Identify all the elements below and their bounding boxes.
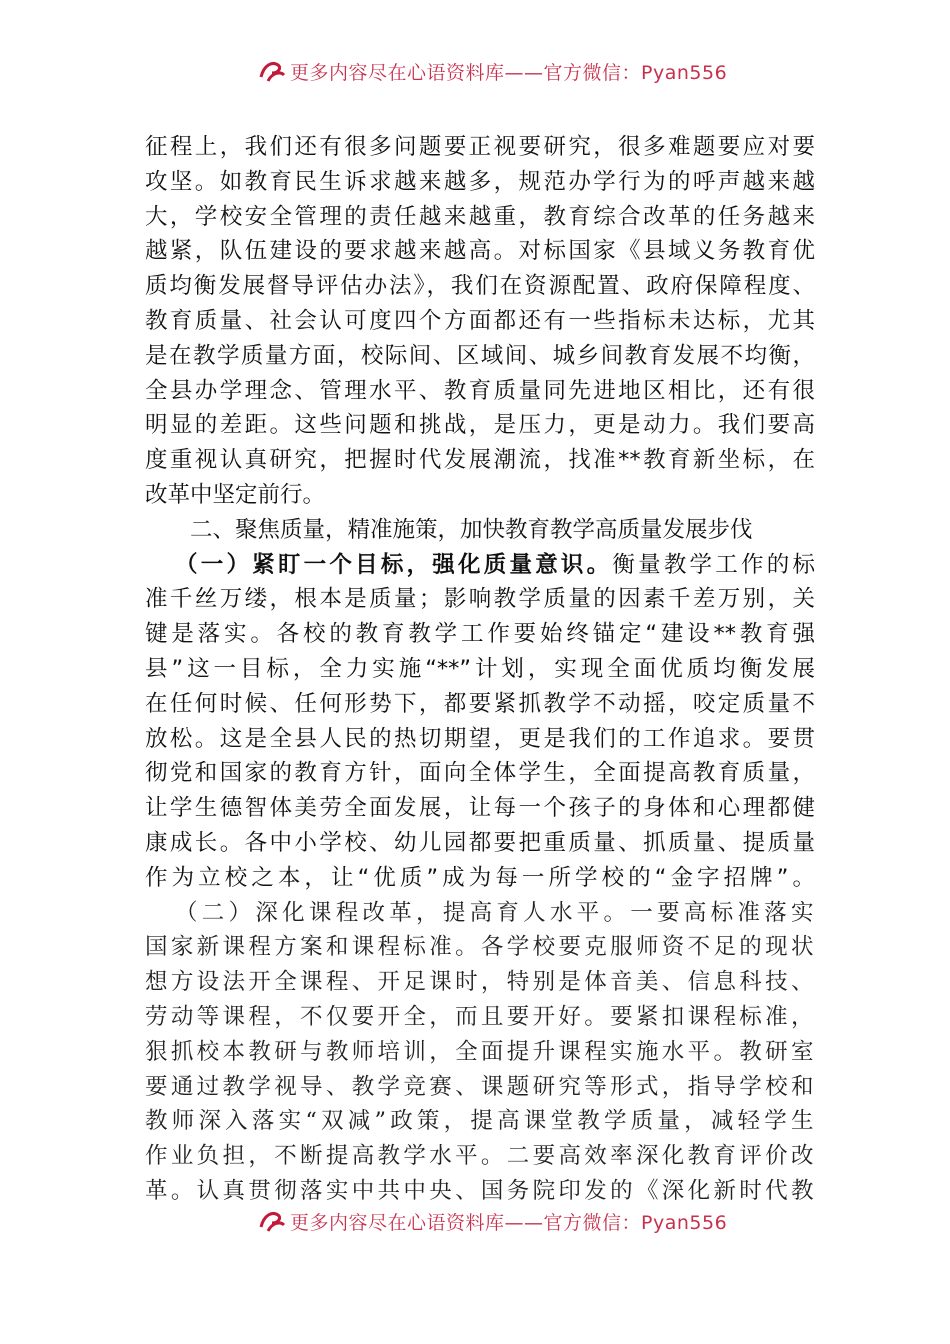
text-line: 劳动等课程，不仅要开全，而且要开好。要紧扣课程标准， <box>145 1003 815 1030</box>
text-line: 康成长。各中小学校、幼儿园都要把重质量、抓质量、提质量 <box>145 829 815 856</box>
text-line: 度重视认真研究，把握时代发展潮流，找准**教育新坐标，在 <box>145 447 815 474</box>
text-line: 让学生德智体美劳全面发展，让每一个孩子的身体和心理都健 <box>145 795 815 822</box>
text-line: 键是落实。各校的教育教学工作要始终锚定“建设**教育强 <box>145 621 815 648</box>
text-line: 全县办学理念、管理水平、教育质量同先进地区相比，还有很 <box>145 377 815 404</box>
text-line: 明显的差距。这些问题和挑战，是压力，更是动力。我们要高 <box>145 412 815 439</box>
text-line: 革。认真贯彻落实中共中央、国务院印发的《深化新时代教 <box>145 1177 815 1204</box>
subsection-first-line <box>145 548 815 583</box>
watermark-text: 更多内容尽在心语资料库——官方微信：Pyan556 <box>290 61 728 84</box>
subsection-first-line: （二）深化课程改革，提高育人水平。一要高标准落实 <box>175 899 815 926</box>
section-heading: 二、聚焦质量，精准施策，加快教育教学高质量发展步伐 <box>190 516 753 543</box>
text-line: 改革中坚定前行。 <box>145 481 326 508</box>
text-line: 要通过教学视导、教学竞赛、课题研究等形式，指导学校和 <box>145 1073 815 1100</box>
text-line: 彻党和国家的教育方针，面向全体学生，全面提高教育质量， <box>145 760 815 787</box>
text-line: 国家新课程方案和课程标准。各学校要克服师资不足的现状 <box>145 934 815 961</box>
text-line: 作为立校之本，让“优质”成为每一所学校的“金字招牌”。 <box>145 864 815 891</box>
text-line: 县”这一目标，全力实施“**”计划，实现全面优质均衡发展 <box>145 655 815 682</box>
watermark-text: 更多内容尽在心语资料库——官方微信：Pyan556 <box>290 1211 728 1234</box>
text-line: 征程上，我们还有很多问题要正视要研究，很多难题要应对要 <box>145 134 815 160</box>
text-line: 在任何时候、任何形势下，都要紧抓教学不动摇，咬定质量不 <box>145 690 815 717</box>
text-line: 教育质量、社会认可度四个方面都还有一些指标未达标，尤其 <box>145 307 815 334</box>
brand-logo-icon <box>258 59 286 83</box>
footer-watermark <box>258 1208 738 1234</box>
text-line: 攻坚。如教育民生诉求越来越多，规范办学行为的呼声越来越 <box>145 168 815 195</box>
text-line: 是在教学质量方面，校际间、区域间、城乡间教育发展不均衡， <box>145 342 815 369</box>
text-line: 作业负担，不断提高教学水平。二要高效率深化教育评价改 <box>145 1143 815 1170</box>
text-line: 大，学校安全管理的责任越来越重，教育综合改革的任务越来 <box>145 203 815 230</box>
text-line: 准千丝万缕，根本是质量；影响教学质量的因素千差万别，关 <box>145 586 815 613</box>
subsection-title: （一）紧盯一个目标，强化质量意识。 <box>175 551 613 578</box>
header-watermark <box>258 58 738 84</box>
text-line: 狠抓校本教研与教师培训，全面提升课程实施水平。教研室 <box>145 1038 815 1065</box>
text-line: 想方设法开全课程、开足课时，特别是体音美、信息科技、 <box>145 969 815 996</box>
text-line: 质均衡发展督导评估办法》，我们在资源配置、政府保障程度、 <box>145 273 815 300</box>
text-line: 放松。这是全县人民的热切期望，更是我们的工作追求。要贯 <box>145 725 815 752</box>
brand-logo-icon <box>258 1209 286 1233</box>
text-line: 教师深入落实“双减”政策，提高课堂教学质量，减轻学生 <box>145 1108 815 1135</box>
subsection-text: 衡量教学工作的标 <box>612 551 815 578</box>
text-line: 越紧，队伍建设的要求越来越高。对标国家《县域义务教育优 <box>145 238 815 265</box>
document-body <box>145 130 815 1209</box>
